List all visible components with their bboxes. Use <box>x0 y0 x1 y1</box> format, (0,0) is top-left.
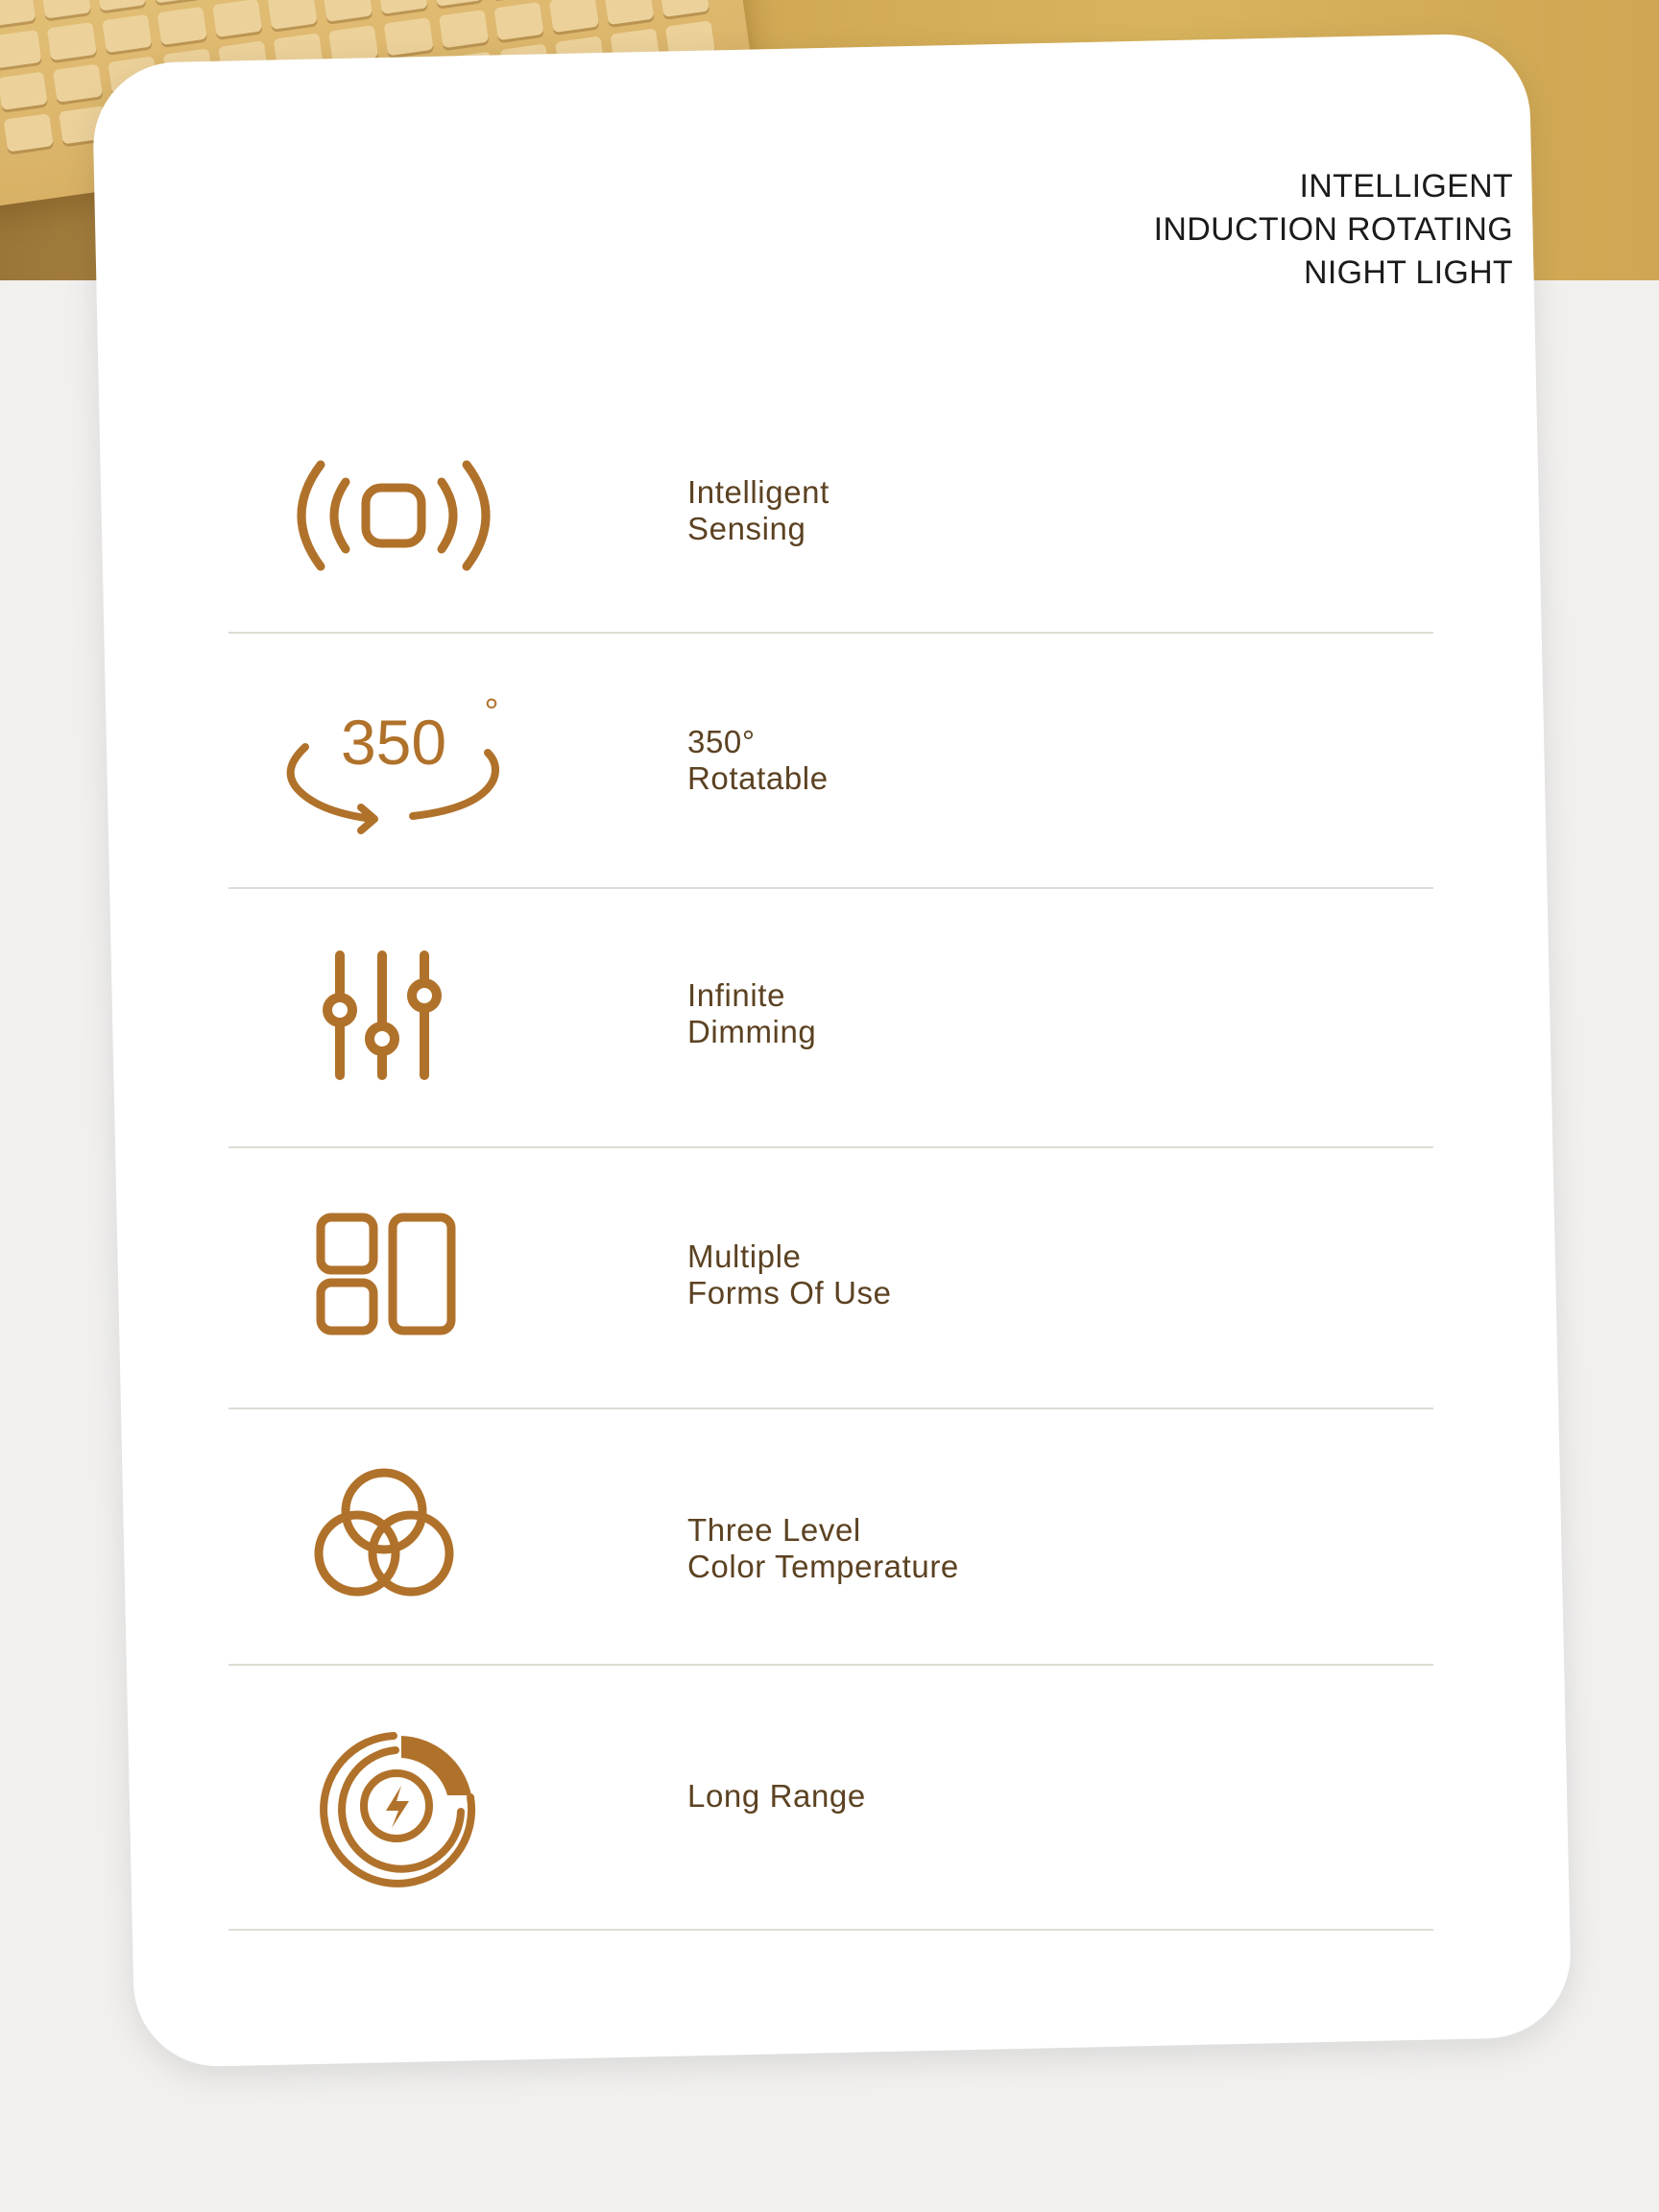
feature-label-line: 350° <box>687 724 756 759</box>
divider <box>228 1407 1433 1409</box>
icon-number: 350 <box>340 707 447 778</box>
feature-label-line: Multiple <box>687 1238 802 1274</box>
color-circles-icon <box>259 1456 528 1620</box>
forms-grid-icon <box>259 1200 528 1363</box>
divider <box>228 1146 1433 1148</box>
title-line: INTELLIGENT <box>1299 168 1513 204</box>
feature-label <box>687 1512 959 1585</box>
feature-label-line: Color Temperature <box>687 1549 959 1584</box>
icon-degree: ° <box>484 692 499 733</box>
dimming-sliders-icon <box>259 941 528 1104</box>
feature-label <box>687 724 829 797</box>
feature-label-line: Long Range <box>687 1778 866 1814</box>
feature-label-line: Dimming <box>687 1014 817 1049</box>
title-line: NIGHT LIGHT <box>1303 254 1513 291</box>
rotate-350-icon <box>259 682 528 845</box>
feature-label-line: Rotatable <box>687 760 829 796</box>
feature-label <box>687 1778 866 1815</box>
divider <box>228 1929 1433 1931</box>
divider <box>228 632 1433 634</box>
feature-label-line: Intelligent <box>687 474 830 510</box>
feature-label <box>687 977 816 1050</box>
divider <box>228 1664 1433 1666</box>
feature-label <box>687 474 830 547</box>
feature-label-line: Sensing <box>687 511 806 546</box>
divider <box>228 887 1433 889</box>
feature-label-line: Forms Of Use <box>687 1275 892 1310</box>
title-line: INDUCTION ROTATING <box>1153 211 1513 248</box>
feature-label-line: Infinite <box>687 977 786 1013</box>
battery-lightning-icon <box>259 1728 528 1891</box>
feature-label-line: Three Level <box>687 1512 861 1548</box>
feature-label <box>687 1238 892 1311</box>
sensing-waves-icon <box>259 434 528 597</box>
